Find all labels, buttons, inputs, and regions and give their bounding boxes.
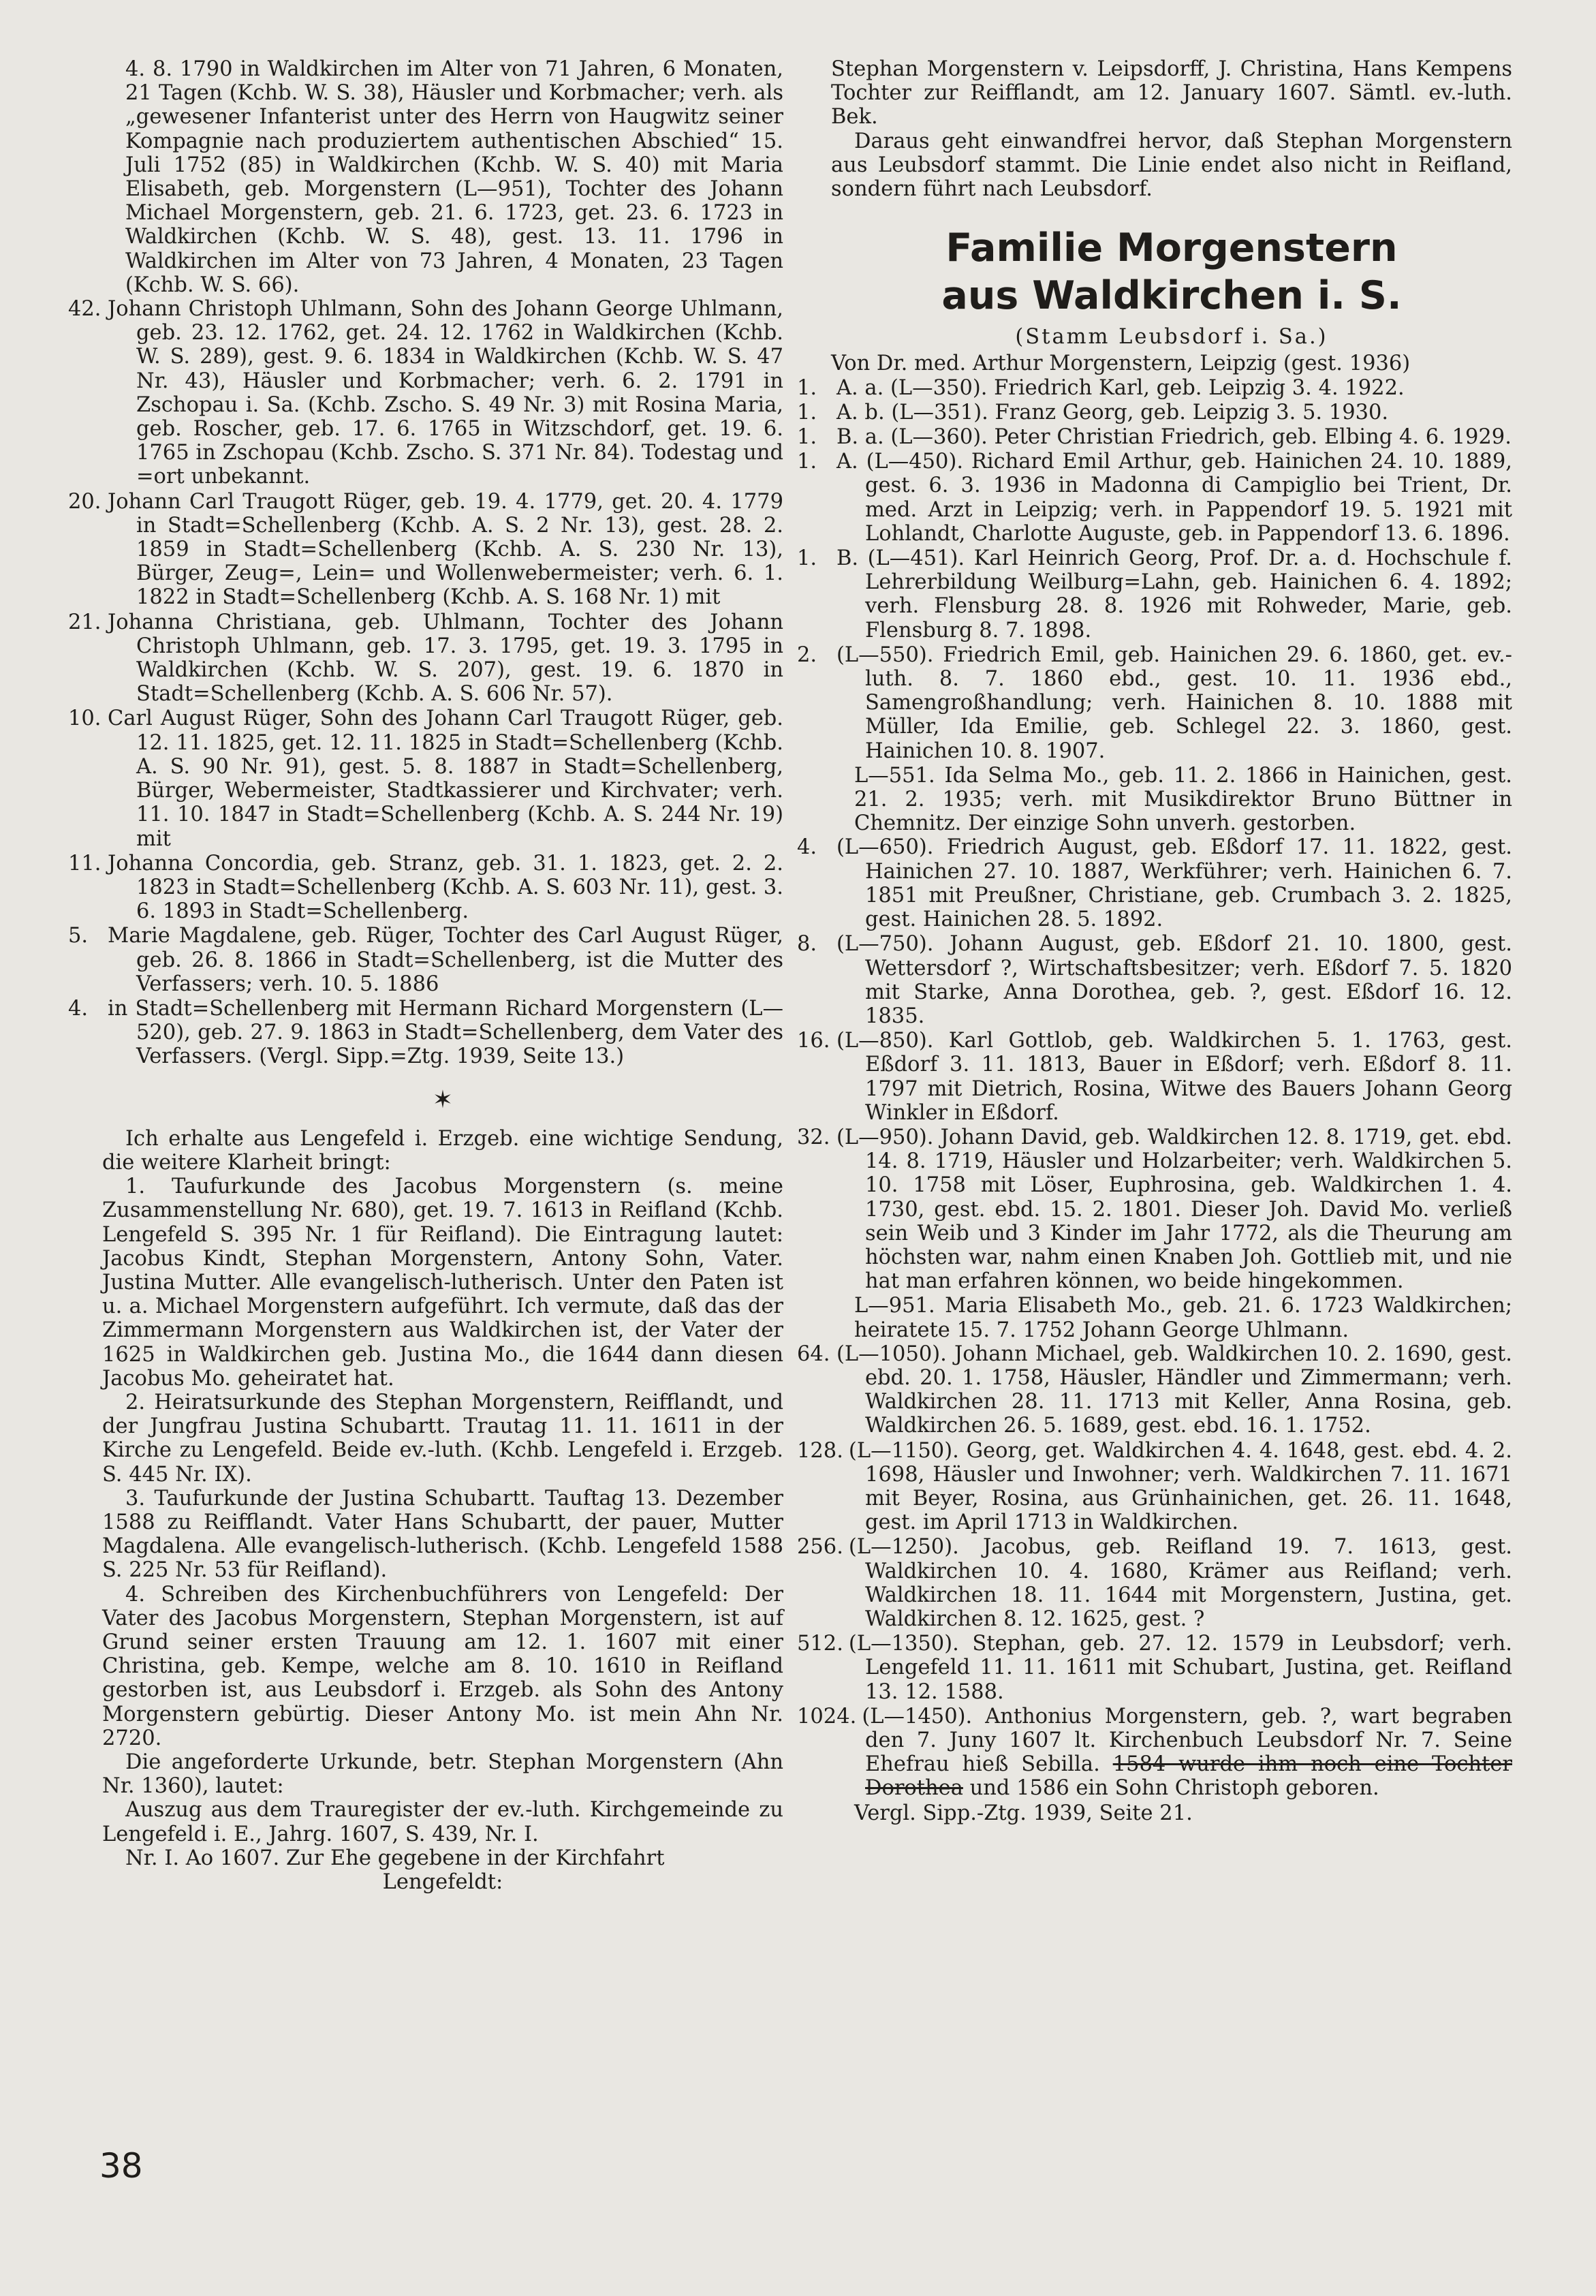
entry-text: A. a. (L—350). Friedrich Karl, geb. Leipzig 3. 4. 1922. — [836, 375, 1405, 400]
intro-paragraph: Ich erhalte aus Lengefeld i. Erzgeb. eine wichtige Sendung, die weitere Klarheit bringt: — [102, 1126, 783, 1175]
document-item: 2. Heiratsurkunde des Stephan Morgenstern, Reifflandt, und der Jungfrau Justina Schubartt. Trautag 11. 11. 1611 in der Kirche zu Lengefeld. Beide ev.-luth. (Kchb. Lengefeld i. Erzgeb. S. 445 Nr. IX). — [102, 1390, 783, 1487]
nr-line: Nr. I. Ao 1607. Zur Ehe gegebene in der Kirchfahrt — [125, 1846, 665, 1870]
genealogy-entry: 10. Carl August Rüger, Sohn des Johann Carl Traugott Rüger, geb. 12. 11. 1825, get. 12. 11. 1825 in Stadt=Schellenberg (Kchb. A. S. 90 Nr. 91), gest. 5. 8. 1887 in Stadt=Schellenberg, Bürger, Webermeister, Stadtkassierer und Kirchvater; verh. 11. 10. 1847 in Stadt=Schellenberg (Kchb. A. S. 244 Nr. 19) mit — [68, 707, 783, 851]
entry-text: (L—950). Johann David, geb. Waldkirchen 12. 8. 1719, get. ebd. 14. 8. 1719, Häusler und Holzarbeiter; verh. Waldkirchen 5. 10. 1758 mit Löser, Euphrosina, geb. Waldkirchen 1. 4. 1730, gest. ebd. 15. 2. 1801. Dieser Joh. David Mo. verließ sein Weib und 3 Kinder im Jahr 1772, als die Theurung am höchsten war, nahm einen Knaben Joh. Gottlieb mit, und nie hat man erfahren können, wo beide hingekommen. — [836, 1125, 1512, 1294]
genealogy-entry — [831, 1294, 1512, 1341]
heading-line-1: Familie Morgenstern — [945, 226, 1398, 271]
section-star: ✶ — [432, 1085, 454, 1114]
entry-text-b: und 1586 ein Sohn Christoph geboren. — [969, 1776, 1379, 1801]
document-item: 1. Taufurkunde des Jacobus Morgenstern (s. meine Zusammenstellung Nr. 680), get. 19. 7. 1613 in Reifland (Kchb. Lengefeld S. 395 Nr. 1 für Reifland). Die Eintragung lautet: Jacobus Kindt, Stephan Morgenstern, Antony Sohn, Vater. Justina Mutter. Alle evangelisch-lutherisch. Unter den Paten ist u. a. Michael Morgenstern aufgeführt. Ich vermute, daß das der Zimmermann Morgenstern aus Waldkirchen ist, der Vater der 1625 in Waldkirchen geb. Justina Mo., die 1644 dann diesen Jacobus Mo. geheiratet hat. — [102, 1175, 783, 1391]
entry-text: (L—750). Johann August, geb. Eßdorf 21. 10. 1800, gest. Wettersdorf ?, Wirtschaftsbesitzer; verh. Eßdorf 7. 5. 1820 mit Starke, Anna Dorothea, geb. ?, gest. Eßdorf 16. 12. 1835. — [836, 932, 1512, 1028]
genealogy-entry: 42. Johann Christoph Uhlmann, Sohn des Johann George Uhlmann, geb. 23. 12. 1762, get. 24. 12. 1762 in Waldkirchen (Kchb. W. S. 289), gest. 9. 6. 1834 in Waldkirchen (Kchb. W. S. 47 Nr. 43), Häusler und Korbmacher; verh. 6. 2. 1791 in Zschopau i. Sa. (Kchb. Zscho. S. 49 Nr. 3) mit Rosina Maria, geb. Roscher, geb. 17. 6. 1765 in Witzschdorf, get. 19. 6. 1765 in Zschopau (Kchb. Zscho. S. 371 Nr. 84). Todestag und =ort unbekannt. — [68, 297, 783, 489]
entry-text: A. b. (L—351). Franz Georg, geb. Leipzig 3. 5. 1930. — [836, 400, 1389, 424]
document-item: 3. Taufurkunde der Justina Schubartt. Tauftag 13. Dezember 1588 zu Reifflandt. Vater Hans Schubartt, der pauer, Mutter Magdalena. Alle evangelisch-lutherisch. (Kchb. Lengefeld 1588 S. 225 Nr. 53 für Reifland). — [102, 1486, 783, 1583]
entry-number: 256. — [797, 1535, 843, 1560]
genealogy-entry: 4. in Stadt=Schellenberg mit Hermann Richard Morgenstern (L—520), geb. 27. 9. 1863 in Stadt=Schellenberg, dem Vater des Verfassers. (Vergl. Sipp.=Ztg. 1939, Seite 13.) — [68, 996, 783, 1069]
heading-line-2: aus Waldkirchen i. S. — [941, 273, 1402, 319]
genealogy-entry: 1. B. a. (L—360). Peter Christian Friedrich, geb. Elbing 4. 6. 1929. — [797, 425, 1512, 450]
entry-text: Johanna Concordia, geb. Stranz, geb. 31. 1. 1823, get. 2. 2. 1823 in Stadt=Schellenberg (Kchb. A. S. 603 Nr. 11), gest. 3. 6. 1893 in Stadt=Schellenberg. — [108, 851, 783, 924]
left-entries — [68, 57, 783, 1069]
article-heading — [831, 224, 1512, 320]
entry-text: B. a. (L—360). Peter Christian Friedrich, geb. Elbing 4. 6. 1929. — [836, 425, 1512, 450]
genealogy-entry: 1. A. a. (L—350). Friedrich Karl, geb. Leipzig 3. 4. 1922. — [797, 375, 1405, 400]
stamm-line: (Stamm Leubsdorf i. Sa.) — [1015, 325, 1328, 350]
entry-text: (L—850). Karl Gottlob, geb. Waldkirchen 5. 1. 1763, gest. Eßdorf 3. 11. 1813, Bauer in Eßdorf; verh. Eßdorf 8. 11. 1797 mit Dietrich, Rosina, Witwe des Bauers Johann Georg Winkler in Eßdorf. — [836, 1029, 1512, 1125]
entry-text: A. (L—450). Richard Emil Arthur, geb. Hainichen 24. 10. 1889, gest. 6. 3. 1936 in Madonna di Campiglio bei Trient, Dr. med. Arzt in Leipzig; verh. in Pappendorf 19. 5. 1921 mit Lohlandt, Charlotte Auguste, geb. in Pappendorf 13. 6. 1896. — [836, 450, 1512, 546]
entry-number: 512. — [797, 1632, 843, 1656]
author-line: Von Dr. med. Arthur Morgenstern, Leipzig (gest. 1936) — [831, 352, 1411, 376]
entry-text: B. (L—451). Karl Heinrich Georg, Prof. Dr. a. d. Hochschule f. Lehrerbildung Weilburg=Lahn, geb. Hainichen 6. 4. 1892; verh. Flensburg 28. 8. 1926 mit Rohweder, Marie, geb. Flensburg 8. 7. 1898. — [836, 546, 1512, 642]
genealogy-entry: 16. (L—850). Karl Gottlob, geb. Waldkirchen 5. 1. 1763, gest. Eßdorf 3. 11. 1813, Bauer in Eßdorf; verh. Eßdorf 8. 11. 1797 mit Dietrich, Rosina, Witwe des Bauers Johann Georg Winkler in Eßdorf. — [797, 1029, 1512, 1125]
nr-line-place: Lengefeldt: — [382, 1870, 503, 1895]
entry-text: (L—1050). Johann Michael, geb. Waldkirchen 10. 2. 1690, gest. ebd. 20. 1. 1758, Häusler, Händler und Zimmermann; verh. Waldkirchen 28. 11. 1713 mit Keller, Anna Rosina, geb. Waldkirchen 26. 5. 1689, gest. ebd. 16. 1. 1752. — [836, 1341, 1512, 1438]
genealogy-entry: 64. (L—1050). Johann Michael, geb. Waldkirchen 10. 2. 1690, gest. ebd. 20. 1. 1758, Häusler, Händler und Zimmermann; verh. Waldkirchen 28. 11. 1713 mit Keller, Anna Rosina, geb. Waldkirchen 26. 5. 1689, gest. ebd. 16. 1. 1752. — [797, 1341, 1512, 1438]
entry-text: (L—1350). Stephan, geb. 27. 12. 1579 in Leubsdorf; verh. Lengefeld 11. 11. 1611 mit Schubart, Justina, get. Reifland 13. 12. 1588. — [848, 1632, 1512, 1704]
entry-text: L—551. Ida Selma Mo., geb. 11. 2. 1866 in Hainichen, gest. 21. 2. 1935; verh. mit Musikdirektor Bruno Büttner in Chemnitz. Der einzige Sohn unverh. gestorben. — [854, 763, 1512, 836]
requested-paragraph: Die angeforderte Urkunde, betr. Stephan Morgenstern (Ahn Nr. 1360), lautet: — [102, 1750, 783, 1799]
genealogy-entry: 11. Johanna Concordia, geb. Stranz, geb. 31. 1. 1823, get. 2. 2. 1823 in Stadt=Schellenberg (Kchb. A. S. 603 Nr. 11), gest. 3. 6. 1893 in Stadt=Schellenberg. — [68, 851, 783, 924]
entry-text: Johanna Christiana, geb. Uhlmann, Tochter des Johann Christoph Uhlmann, geb. 17. 3. 1795, get. 19. 3. 1795 in Waldkirchen (Kchb. W. S. 207), gest. 19. 6. 1870 in Stadt=Schellenberg (Kchb. A. S. 606 Nr. 57). — [108, 610, 783, 707]
genealogy-entry: 1. A. (L—450). Richard Emil Arthur, geb. Hainichen 24. 10. 1889, gest. 6. 3. 1936 in Madonna di Campiglio bei Trient, Dr. med. Arzt in Leipzig; verh. in Pappendorf 19. 5. 1921 mit Lohlandt, Charlotte Auguste, geb. in Pappendorf 13. 6. 1896. — [797, 450, 1512, 546]
document-list — [102, 1175, 783, 1750]
entry-text: (L—1250). Jacobus, geb. Reifland 19. 7. 1613, gest. Waldkirchen 10. 4. 1680, Krämer aus Reifland; verh. Waldkirchen 18. 11. 1644 mit Morgenstern, Justina, get. Waldkirchen 8. 12. 1625, gest. ? — [848, 1535, 1512, 1631]
genealogy-entry: 2. (L—550). Friedrich Emil, geb. Hainichen 29. 6. 1860, get. ev.-luth. 8. 7. 1860 ebd., gest. 10. 11. 1936 ebd., Samengroßhandlung; verh. Hainichen 8. 10. 1888 mit Müller, Ida Emilie, geb. Schlegel 22. 3. 1860, gest. Hainichen 10. 8. 1907. — [797, 642, 1512, 763]
continuation-paragraph: Stephan Morgenstern v. Leipsdorff, J. Christina, Hans Kempens Tochter zur Reifflandt, am 12. January 1607. Sämtl. ev.-luth. Bek. — [831, 57, 1512, 129]
entry-text: in Stadt=Schellenberg mit Hermann Richard Morgenstern (L—520), geb. 27. 9. 1863 in Stadt=Schellenberg, dem Vater des Verfassers. (Vergl. Sipp.=Ztg. 1939, Seite 13.) — [108, 996, 783, 1069]
entry-text: (L—1150). Georg, get. Waldkirchen 4. 4. 1648, gest. ebd. 4. 2. 1698, Häusler und Inwohner; verh. Waldkirchen 7. 11. 1671 mit Beyer, Rosina, aus Grünhainichen, get. 26. 11. 1648, gest. im April 1713 in Waldkirchen. — [848, 1438, 1512, 1535]
entry-1024 — [797, 1704, 1512, 1801]
genealogy-entry — [797, 1632, 1512, 1704]
genealogy-entry — [102, 57, 783, 297]
genealogy-entry: 5. Marie Magdalene, geb. Rüger, Tochter des Carl August Rüger, geb. 26. 8. 1866 in Stadt=Schellenberg, ist die Mutter des Verfassers; verh. 10. 5. 1886 — [68, 924, 783, 996]
struck-text: 1584 wurde ihm noch eine Tochter Dorothea — [865, 1752, 1512, 1801]
entry-text: Marie Magdalene, geb. Rüger, Tochter des Carl August Rüger, geb. 26. 8. 1866 in Stadt=Schellenberg, ist die Mutter des Verfassers; verh. 10. 5. 1886 — [108, 924, 783, 996]
entry-text-a: (L—1450). Anthonius Morgenstern, geb. ?, wart begraben den 7. Juny 1607 lt. Kirchenbuch Leubsdorf Nr. 7. Seine Ehefrau hieß Sebilla. — [862, 1704, 1512, 1777]
right-entries — [797, 375, 1512, 1704]
entry-number: 128. — [797, 1438, 843, 1463]
genealogy-entry: 1. A. b. (L—351). Franz Georg, geb. Leipzig 3. 5. 1930. — [797, 400, 1389, 424]
genealogy-entry — [797, 1535, 1512, 1631]
genealogy-entry — [831, 764, 1512, 836]
genealogy-entry: 4. (L—650). Friedrich August, geb. Eßdorf 17. 11. 1822, gest. Hainichen 27. 10. 1887, Werkführer; verh. Hainichen 6. 7. 1851 mit Preußner, Christiane, geb. Crumbach 3. 2. 1825, gest. Hainichen 28. 5. 1892. — [797, 835, 1512, 932]
genealogy-entry: 8. (L—750). Johann August, geb. Eßdorf 21. 10. 1800, gest. Wettersdorf ?, Wirtschaftsbesitzer; verh. Eßdorf 7. 5. 1820 mit Starke, Anna Dorothea, geb. ?, gest. Eßdorf 16. 12. 1835. — [797, 932, 1512, 1028]
right-column — [797, 57, 1512, 1825]
entry-text: Johann Christoph Uhlmann, Sohn des Johann George Uhlmann, geb. 23. 12. 1762, get. 24. 12. 1762 in Waldkirchen (Kchb. W. S. 289), gest. 9. 6. 1834 in Waldkirchen (Kchb. W. S. 47 Nr. 43), Häusler und Korbmacher; verh. 6. 2. 1791 in Zschopau i. Sa. (Kchb. Zscho. S. 49 Nr. 3) mit Rosina Maria, geb. Roscher, geb. 17. 6. 1765 in Witzschdorf, get. 19. 6. 1765 in Zschopau (Kchb. Zscho. S. 371 Nr. 84). Todestag und =ort unbekannt. — [108, 297, 783, 489]
entry-text: Carl August Rüger, Sohn des Johann Carl Traugott Rüger, geb. 12. 11. 1825, get. 12. 11. 1825 in Stadt=Schellenberg (Kchb. A. S. 90 Nr. 91), gest. 5. 8. 1887 in Stadt=Schellenberg, Bürger, Webermeister, Stadtkassierer und Kirchvater; verh. 11. 10. 1847 in Stadt=Schellenberg (Kchb. A. S. 244 Nr. 19) mit — [108, 707, 783, 851]
page-number: 38 — [99, 2146, 143, 2186]
entry-text: (L—550). Friedrich Emil, geb. Hainichen 29. 6. 1860, get. ev.-luth. 8. 7. 1860 ebd., gest. 10. 11. 1936 ebd., Samengroßhandlung; verh. Hainichen 8. 10. 1888 mit Müller, Ida Emilie, geb. Schlegel 22. 3. 1860, gest. Hainichen 10. 8. 1907. — [836, 642, 1512, 763]
conclusion-paragraph: Daraus geht einwandfrei hervor, daß Stephan Morgenstern aus Leubsdorf stammt. Die Linie endet also nicht in Reifland, sondern führt nach Leubsdorf. — [831, 129, 1512, 202]
genealogy-entry — [797, 1438, 1512, 1535]
document-item: 4. Schreiben des Kirchenbuchführers von Lengefeld: Der Vater des Jacobus Morgenstern, Stephan Morgenstern, ist auf Grund seiner ersten Trauung am 12. 1. 1607 mit einer Christina, geb. Kempe, welche am 8. 10. 1610 in Reifland gestorben ist, aus Leubsdorf i. Erzgeb. als Sohn des Antony Morgenstern gebürtig. Dieser Antony Mo. ist mein Ahn Nr. 2720. — [102, 1582, 783, 1750]
left-column — [68, 57, 783, 1895]
genealogy-entry: 1. B. (L—451). Karl Heinrich Georg, Prof. Dr. a. d. Hochschule f. Lehrerbildung Weilburg=Lahn, geb. Hainichen 6. 4. 1892; verh. Flensburg 28. 8. 1926 mit Rohweder, Marie, geb. Flensburg 8. 7. 1898. — [797, 546, 1512, 642]
entry-text: (L—650). Friedrich August, geb. Eßdorf 17. 11. 1822, gest. Hainichen 27. 10. 1887, Werkführer; verh. Hainichen 6. 7. 1851 mit Preußner, Christiane, geb. Crumbach 3. 2. 1825, gest. Hainichen 28. 5. 1892. — [836, 835, 1512, 932]
entry-text: Johann Carl Traugott Rüger, geb. 19. 4. 1779, get. 20. 4. 1779 in Stadt=Schellenberg (Kchb. A. S. 2 Nr. 13), gest. 28. 2. 1859 in Stadt=Schellenberg (Kchb. A. S. 230 Nr. 13), Bürger, Zeug=, Lein= und Wollenwebermeister; verh. 6. 1. 1822 in Stadt=Schellenberg (Kchb. A. S. 168 Nr. 1) mit — [108, 489, 783, 610]
entry-text: 4. 8. 1790 in Waldkirchen im Alter von 71 Jahren, 6 Monaten, 21 Tagen (Kchb. W. S. 38), Häusler und Korbmacher; verh. als „gewesener Infanterist unter des Herrn von Haugwitz seiner Kompagnie nach produziertem authentischen Abschied“ 15. Juli 1752 (85) in Waldkirchen (Kchb. W. S. 40) mit Maria Elisabeth, geb. Morgenstern (L—951), Tochter des Johann Michael Morgenstern, geb. 21. 6. 1723, get. 23. 6. 1723 in Waldkirchen (Kchb. W. S. 48), gest. 13. 11. 1796 in Waldkirchen im Alter von 73 Jahren, 4 Monaten, 23 Tagen (Kchb. W. S. 66). — [125, 57, 783, 297]
reference-line: Vergl. Sipp.-Ztg. 1939, Seite 21. — [854, 1801, 1193, 1825]
genealogy-entry: 21. Johanna Christiana, geb. Uhlmann, Tochter des Johann Christoph Uhlmann, geb. 17. 3. 1795, get. 19. 3. 1795 in Waldkirchen (Kchb. W. S. 207), gest. 19. 6. 1870 in Stadt=Schellenberg (Kchb. A. S. 606 Nr. 57). — [68, 610, 783, 707]
entry-text: L—951. Maria Elisabeth Mo., geb. 21. 6. 1723 Waldkirchen; heiratete 15. 7. 1752 Johann George Uhlmann. — [854, 1294, 1512, 1342]
auszug-paragraph: Auszug aus dem Trauregister der ev.-luth. Kirchgemeinde zu Lengefeld i. E., Jahrg. 1607, S. 439, Nr. I. — [102, 1798, 783, 1846]
entry-number: 1024. — [797, 1704, 857, 1728]
genealogy-entry: 32. (L—950). Johann David, geb. Waldkirchen 12. 8. 1719, get. ebd. 14. 8. 1719, Häusler und Holzarbeiter; verh. Waldkirchen 5. 10. 1758 mit Löser, Euphrosina, geb. Waldkirchen 1. 4. 1730, gest. ebd. 15. 2. 1801. Dieser Joh. David Mo. verließ sein Weib und 3 Kinder im Jahr 1772, als die Theurung am höchsten war, nahm einen Knaben Joh. Gottlieb mit, und nie hat man erfahren können, wo beide hingekommen. — [797, 1125, 1512, 1294]
genealogy-entry: 20. Johann Carl Traugott Rüger, geb. 19. 4. 1779, get. 20. 4. 1779 in Stadt=Schellenberg (Kchb. A. S. 2 Nr. 13), gest. 28. 2. 1859 in Stadt=Schellenberg (Kchb. A. S. 230 Nr. 13), Bürger, Zeug=, Lein= und Wollenwebermeister; verh. 6. 1. 1822 in Stadt=Schellenberg (Kchb. A. S. 168 Nr. 1) mit — [68, 489, 783, 610]
